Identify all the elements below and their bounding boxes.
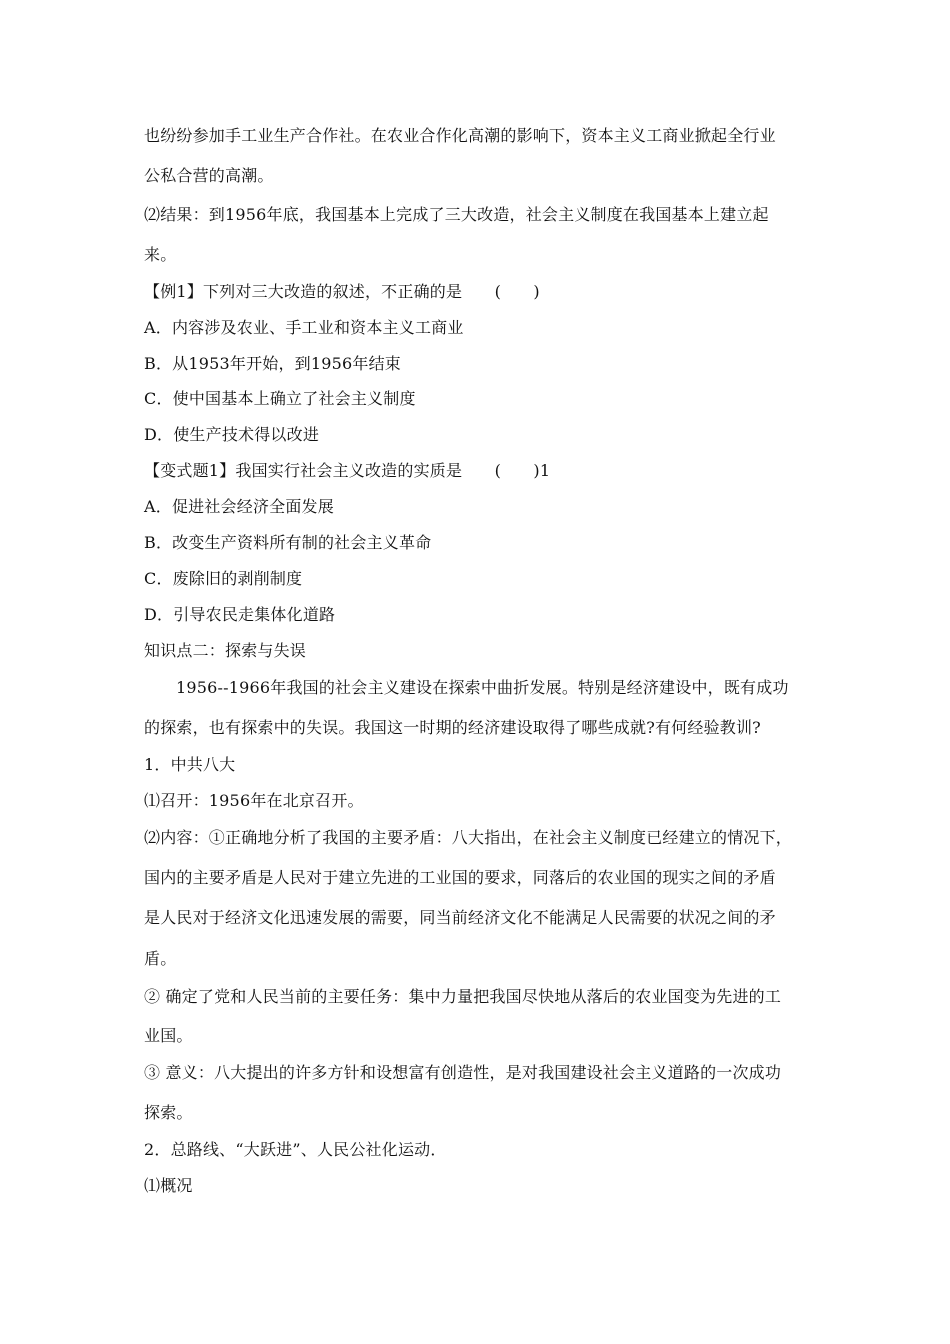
paragraph-line: ② 确定了党和人民当前的主要任务：集中力量把我国尽快地从落后的农业国变为先进的工 xyxy=(144,987,782,1006)
paragraph-line: 探索。 xyxy=(144,1103,193,1122)
subheading: 2．总路线、“大跃进”、人民公社化运动． xyxy=(144,1140,447,1159)
option-a: A．内容涉及农业、手工业和资本主义工商业 xyxy=(144,318,464,337)
option-d: D．引导农民走集体化道路 xyxy=(144,605,336,624)
paragraph-line: ⑵内容：①正确地分析了我国的主要矛盾：八大指出，在社会主义制度已经建立的情况下， xyxy=(144,828,793,847)
option-c: C．废除旧的剥削制度 xyxy=(144,569,303,588)
option-b: B．从1953年开始，到1956年结束 xyxy=(144,354,401,373)
paragraph-line: ③ 意义：八大提出的许多方针和设想富有创造性，是对我国建设社会主义道路的一次成功 xyxy=(144,1063,782,1082)
option-c: C．使中国基本上确立了社会主义制度 xyxy=(144,389,416,408)
subheading: 1．中共八大 xyxy=(144,755,236,774)
paragraph-line: ⑴概况 xyxy=(144,1176,193,1195)
paragraph-line: 公私合营的高潮。 xyxy=(144,166,274,185)
option-b: B．改变生产资料所有制的社会主义革命 xyxy=(144,533,432,552)
option-d: D．使生产技术得以改进 xyxy=(144,425,320,444)
paragraph-line: 来。 xyxy=(144,245,177,264)
paragraph-line: 业国。 xyxy=(144,1026,193,1045)
paragraph-line: 也纷纷参加手工业生产合作社。在农业合作化高潮的影响下，资本主义工商业掀起全行业 xyxy=(144,126,776,145)
paragraph-line: 国内的主要矛盾是人民对于建立先进的工业国的要求，同落后的农业国的现实之间的矛盾 xyxy=(144,868,776,887)
section-heading: 知识点二：探索与失误 xyxy=(144,641,307,660)
example-question: 【例1】下列对三大改造的叙述，不正确的是 ( ) xyxy=(144,282,540,301)
paragraph-line: 盾。 xyxy=(144,949,177,968)
option-a: A．促进社会经济全面发展 xyxy=(144,497,334,516)
paragraph-line: ⑵结果：到1956年底，我国基本上完成了三大改造，社会主义制度在我国基本上建立起 xyxy=(144,205,769,224)
paragraph-line: 1956--1966年我国的社会主义建设在探索中曲折发展。特别是经济建设中，既有成功 xyxy=(176,678,789,697)
paragraph-line: ⑴召开：1956年在北京召开。 xyxy=(144,791,364,810)
paragraph-line: 是人民对于经济文化迅速发展的需要，同当前经济文化不能满足人民需要的状况之间的矛 xyxy=(144,908,776,927)
variant-question: 【变式题1】我国实行社会主义改造的实质是 ( )1 xyxy=(144,461,551,480)
paragraph-line: 的探索，也有探索中的失误。我国这一时期的经济建设取得了哪些成就?有何经验教训? xyxy=(144,718,761,737)
